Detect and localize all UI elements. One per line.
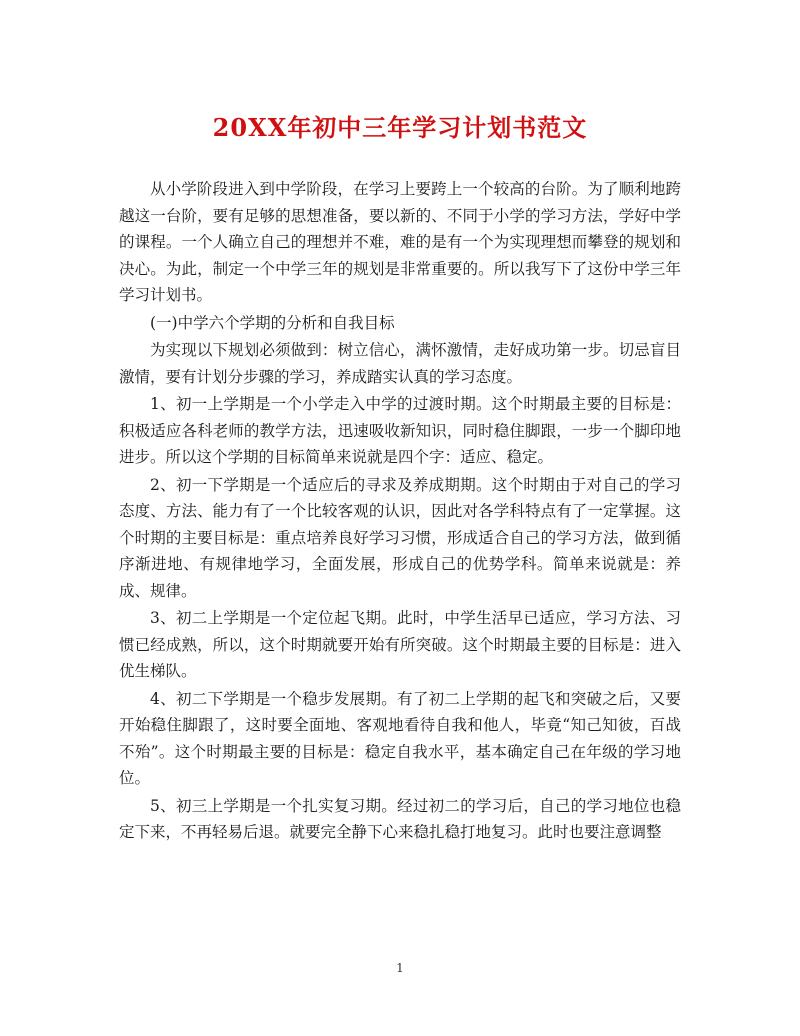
semester-2-paragraph: 2、初一下学期是一个适应后的寻求及养成期期。这个时期由于对自己的学习态度、方法、能力有了一个比较客观的认识，因此对各学科特点有了一定掌握。这个时期的主要目标是：重点培养良好学习习惯，形成适合自己的学习方法，做到循序渐进地、有规律地学习，全面发展，形成自己的优势学科。简单来说就是：养成、规律。 — [119, 475, 681, 600]
semester-1-paragraph: 1、初一上学期是一个小学走入中学的过渡时期。这个时期最主要的目标是：积极适应各科老师的教学方法，迅速吸收新知识，同时稳住脚跟，一步一个脚印地进步。所以这个学期的目标简单来说就是四个字：适应、稳定。 — [119, 395, 681, 466]
semester-5-paragraph: 5、初三上学期是一个扎实复习期。经过初二的学习后，自己的学习地位也稳定下来，不再轻易后退。就要完全静下心来稳扎稳打地复习。此时也要注意调整 — [119, 796, 681, 841]
document-title: 20XX年初中三年学习计划书范文 — [212, 113, 588, 142]
requirements-paragraph: 为实现以下规划必须做到：树立信心，满怀激情，走好成功第一步。切忌盲目激情，要有计划分步骤的学习，养成踏实认真的学习态度。 — [119, 341, 681, 386]
semester-4-paragraph: 4、初二下学期是一个稳步发展期。有了初二上学期的起飞和突破之后，又要开始稳住脚跟了，这时要全面地、客观地看待自我和他人，毕竟“知己知彼，百战不殆”。这个时期最主要的目标是：稳定自我水平，基本确定自己在年级的学习地位。 — [119, 689, 681, 787]
page-number: 1 — [396, 961, 404, 975]
document-body — [119, 176, 681, 847]
intro-paragraph: 从小学阶段进入到中学阶段，在学习上要跨上一个较高的台阶。为了顺利地跨越这一台阶，要有足够的思想准备，要以新的、不同于小学的学习方法，学好中学的课程。一个人确立自己的理想并不难，难的是有一个为实现理想而攀登的规划和决心。为此，制定一个中学三年的规划是非常重要的。所以我写下了这份中学三年学习计划书。 — [119, 180, 681, 304]
semester-3-paragraph: 3、初二上学期是一个定位起飞期。此时，中学生活早已适应，学习方法、习惯已经成熟，所以，这个时期就要开始有所突破。这个时期最主要的目标是：进入优生梯队。 — [119, 609, 681, 680]
section-heading: (一)中学六个学期的分析和自我目标 — [150, 313, 395, 332]
